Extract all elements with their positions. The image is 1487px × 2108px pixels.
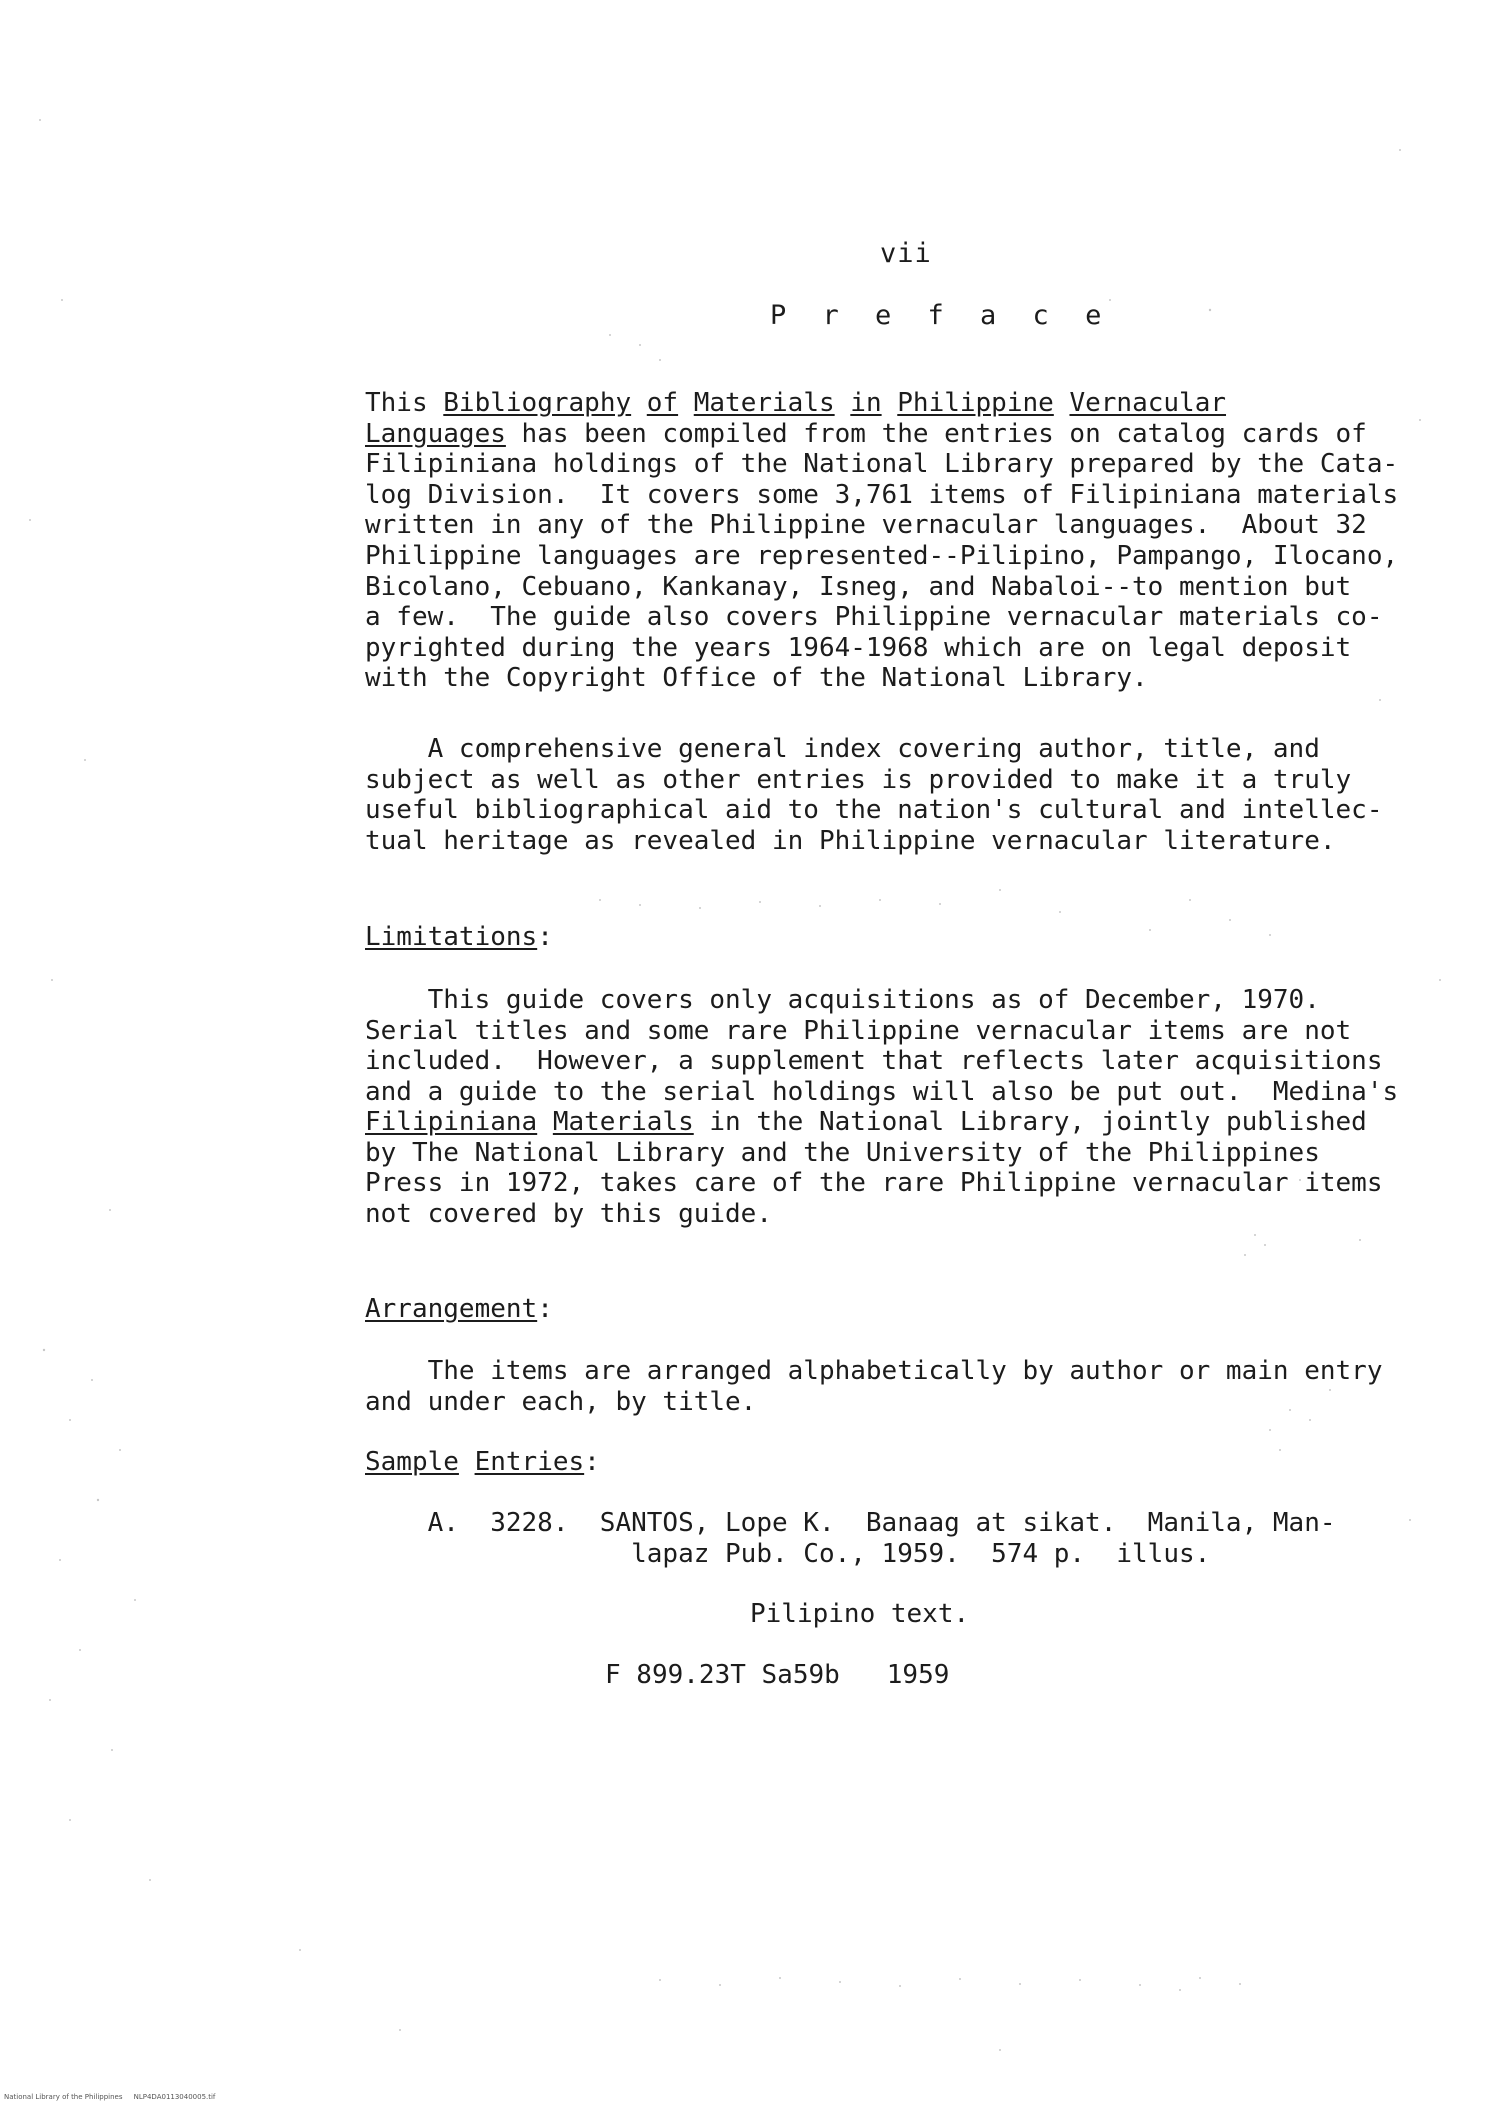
limitations-paragraph [365, 984, 1399, 1230]
heading-label: Sample [365, 1447, 459, 1478]
sample-entry-note: Pilipino text. [750, 1599, 970, 1630]
heading-colon: : [537, 1293, 553, 1324]
text-line: Filipiniana holdings of the National Library prepared by the Cata- [365, 449, 1399, 480]
text-line: Serial titles and some rare Philippine vernacular items are not [365, 1015, 1352, 1046]
underlined-title-word: Philippine [897, 388, 1054, 418]
text-line: included. However, a supplement that reflects later acquisitions [365, 1046, 1383, 1077]
text-line: A comprehensive general index covering author, title, and [365, 733, 1320, 764]
sample-entry-call-number: F 899.23T Sa59b 1959 [605, 1659, 950, 1690]
text-line: log Division. It covers some 3,761 items of Filipiniana materials [365, 479, 1399, 510]
text-line: subject as well as other entries is provided to make it a truly [365, 764, 1352, 795]
underlined-title-word: in [850, 388, 882, 418]
text-line: and under each, by title. [365, 1386, 757, 1417]
text-line: pyrighted during the years 1964-1968 which are on legal deposit [365, 632, 1352, 663]
underlined-title-word: Bibliography [443, 388, 632, 418]
text-run [1054, 388, 1070, 418]
text-line: and a guide to the serial holdings will also be put out. Medina's [365, 1076, 1399, 1107]
text-run: in the National Library, jointly published [693, 1107, 1367, 1138]
text-run [835, 388, 851, 418]
text-line: A. 3228. SANTOS, Lope K. Banaag at sikat. Manila, Man- [365, 1508, 1336, 1539]
underlined-title-word: Filipiniana [365, 1107, 538, 1138]
text-line: useful bibliographical aid to the nation's cultural and intellec- [365, 795, 1383, 826]
arrangement-paragraph [365, 1356, 1385, 1417]
text-run: has been compiled from the entries on catalog cards of [505, 418, 1367, 449]
underlined-title-word: Materials [552, 1107, 694, 1138]
sample-entries-heading [365, 1447, 1385, 1478]
text-run [537, 1107, 553, 1137]
text-line: This guide covers only acquisitions as of December, 1970. [365, 984, 1320, 1015]
document-body [365, 388, 1399, 1690]
underlined-title-word: Materials [693, 388, 835, 418]
heading-label: Entries [474, 1447, 585, 1478]
text-line: by The National Library and the University of the Philippines [365, 1137, 1320, 1168]
preface-paragraph-2 [365, 734, 1385, 856]
heading-label: Limitations [365, 922, 538, 953]
heading-colon: : [537, 922, 553, 953]
page-number: vii [880, 238, 932, 269]
scan-footer: National Library of the Philippines NLP4DA0113040005.tif [4, 2093, 216, 2101]
text-run [882, 388, 898, 418]
text-line: Press in 1972, takes care of the rare Philippine vernacular items [365, 1168, 1383, 1199]
text-run [678, 388, 694, 418]
text-run [631, 388, 647, 418]
arrangement-heading [365, 1294, 1385, 1325]
sample-entry [365, 1508, 1385, 1569]
page-title: P r e f a c e [770, 300, 1112, 331]
text-line: lapaz Pub. Co., 1959. 574 p. illus. [365, 1538, 1211, 1569]
heading-label: Arrangement [365, 1293, 538, 1324]
limitations-heading [365, 922, 1385, 953]
text-run [459, 1447, 475, 1477]
heading-colon: : [584, 1447, 600, 1478]
text-line: Bicolano, Cebuano, Kankanay, Isneg, and Nabaloi--to mention but [365, 571, 1352, 602]
text-line: tual heritage as revealed in Philippine vernacular literature. [365, 825, 1336, 856]
underlined-title-word: Vernacular [1069, 388, 1227, 418]
text-line: with the Copyright Office of the National Library. [365, 663, 1148, 694]
text-line: a few. The guide also covers Philippine vernacular materials co- [365, 602, 1383, 633]
text-line: not covered by this guide. [365, 1199, 772, 1230]
text-run: This [365, 388, 444, 418]
text-line: The items are arranged alphabetically by author or main entry [365, 1356, 1383, 1387]
underlined-title-word: of [646, 388, 679, 418]
preface-paragraph-1 [365, 388, 1399, 694]
text-line: written in any of the Philippine vernacular languages. About 32 [365, 510, 1367, 541]
underlined-title-word: Languages [365, 418, 506, 449]
text-line: Philippine languages are represented--Pilipino, Pampango, Ilocano, [365, 540, 1399, 571]
